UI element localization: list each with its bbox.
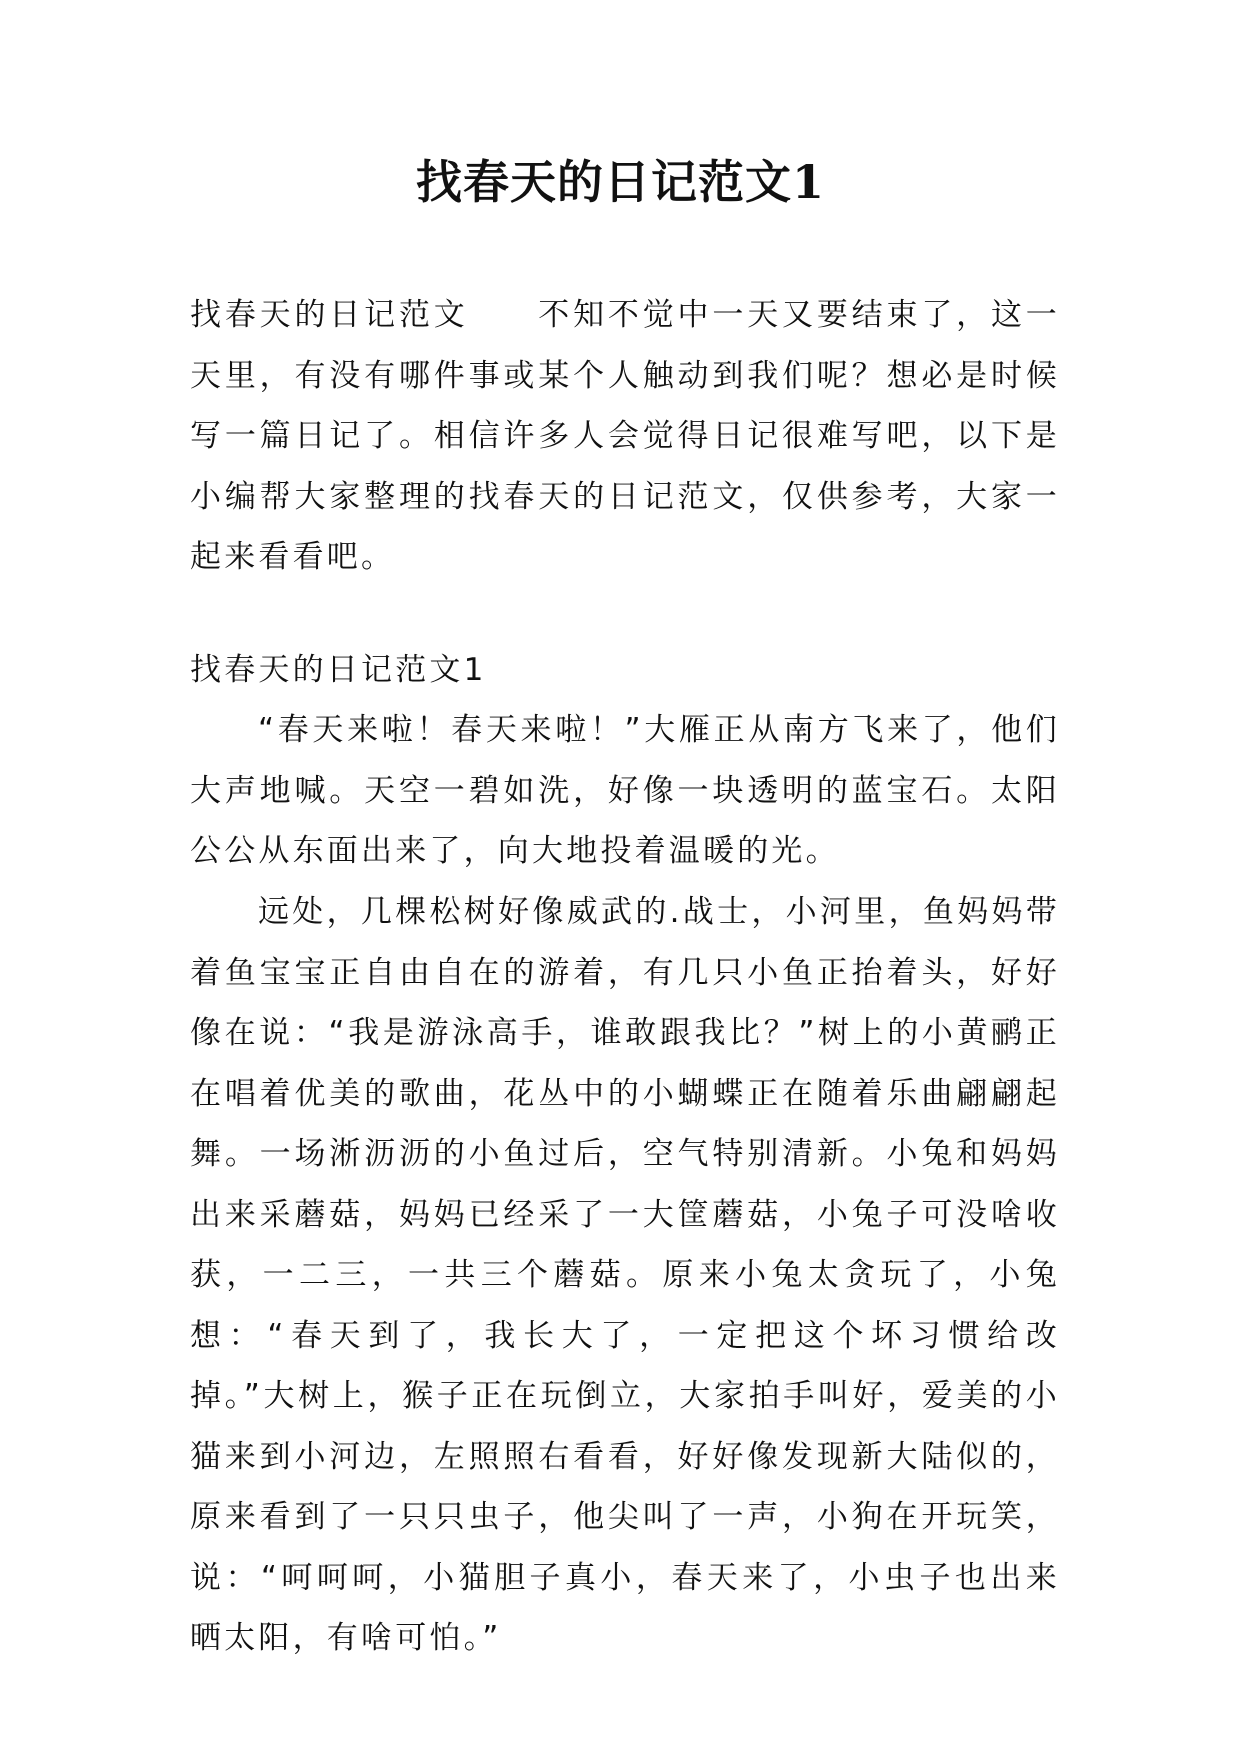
section-heading: 找春天的日记范文1 xyxy=(190,652,487,688)
document-title: 找春天的日记范文1 xyxy=(415,155,825,209)
body-paragraph: “春天来啦！春天来啦！”大雁正从南方飞来了，他们大声地喊。天空一碧如洗，好像一块透明的蓝宝石。太阳公公从东面出来了，向大地投着温暖的光。 xyxy=(190,712,1060,869)
body-paragraph: 远处，几棵松树好像威武的.战士，小河里，鱼妈妈带着鱼宝宝正自由自在的游着，有几只小鱼正抬着头，好好像在说：“我是游泳高手，谁敢跟我比？”树上的小黄鹂正在唱着优美的歌曲，花丛中的小蝴蝶正在随着乐曲翩翩起舞。一场淅沥沥的小鱼过后，空气特别清新。小兔和妈妈出来采蘑菇，妈妈已经采了一大筐蘑菇，小兔子可没啥收获，一二三，一共三个蘑菇。原来小兔太贪玩了，小兔想：“春天到了，我长大了，一定把这个坏习惯给改掉。”大树上，猴子正在玩倒立，大家拍手叫好，爱美的小猫来到小河边，左照照右看看，好好像发现新大陆似的，原来看到了一只只虫子，他尖叫了一声，小狗在开玩笑，说：“呵呵呵，小猫胆子真小，春天来了，小虫子也出来晒太阳，有啥可怕。” xyxy=(190,894,1060,1656)
intro-paragraph: 找春天的日记范文 不知不觉中一天又要结束了，这一天里，有没有哪件事或某个人触动到我们呢？想必是时候写一篇日记了。相信许多人会觉得日记很难写吧，以下是小编帮大家整理的找春天的日记范文，仅供参考，大家一起来看看吧。 xyxy=(190,297,1060,575)
